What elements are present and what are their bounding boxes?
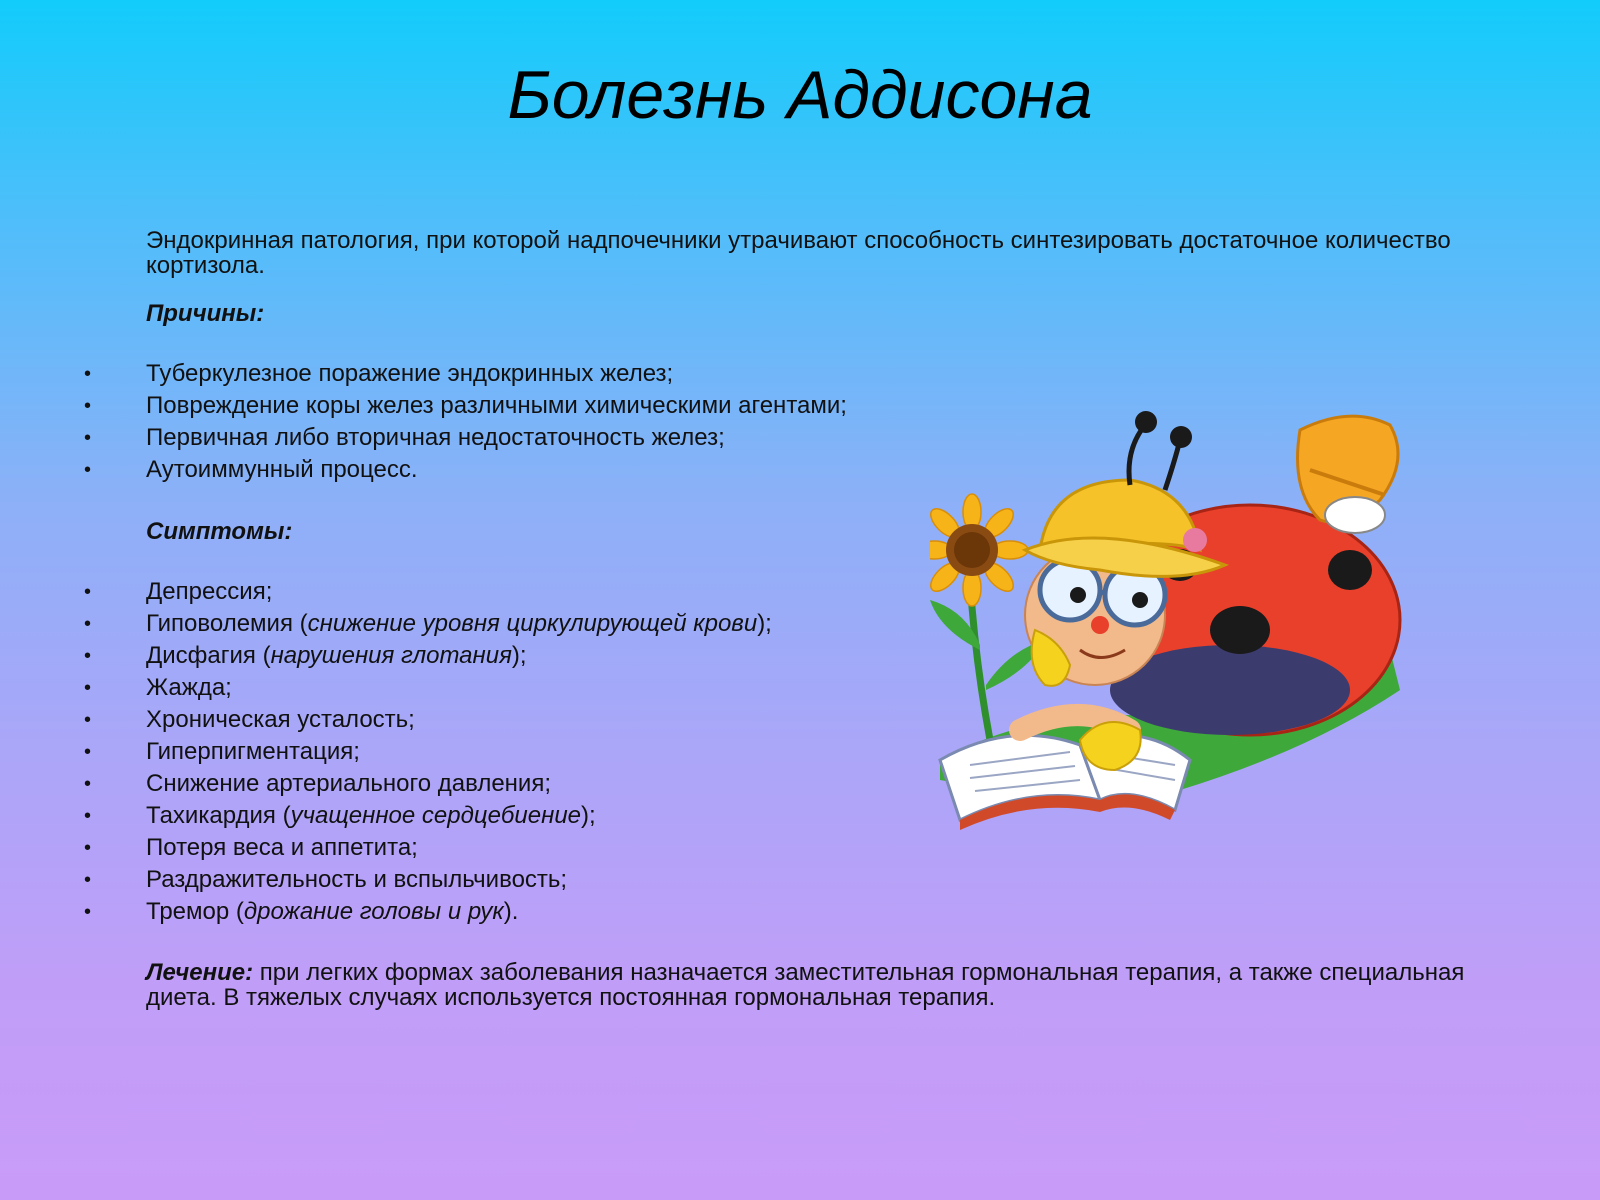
symptom-item xyxy=(84,864,1476,896)
causes-heading: Причины: xyxy=(146,300,265,327)
bullet-icon: • xyxy=(84,459,92,481)
ladybug-illustration xyxy=(930,400,1430,850)
bullet-icon: • xyxy=(84,773,92,795)
symptom-explanation: снижение уровня циркулирующей крови xyxy=(307,610,758,637)
symptom-text: Потеря веса и аппетита; xyxy=(146,834,418,861)
bullet-icon: • xyxy=(84,901,92,923)
symptom-text: Жажда; xyxy=(146,674,232,701)
symptom-item xyxy=(84,896,1476,928)
cause-text: Туберкулезное поражение эндокринных желез; xyxy=(146,360,674,387)
symptom-text: Хроническая усталость; xyxy=(146,706,415,733)
slide-title: Болезнь Аддисона xyxy=(507,57,1093,133)
bullet-icon: • xyxy=(84,741,92,763)
ladybug-reading-book-icon xyxy=(930,400,1430,850)
bullet-icon: • xyxy=(84,395,92,417)
symptom-text-end: ); xyxy=(581,802,596,829)
cause-text: Повреждение коры желез различными химическими агентами; xyxy=(146,392,847,419)
cause-item xyxy=(84,358,1476,390)
symptom-text: Гиперпигментация; xyxy=(146,738,360,765)
symptom-explanation: нарушения глотания xyxy=(270,642,512,669)
symptom-text-end: ); xyxy=(511,642,527,669)
treatment-text: при легких формах заболевания назначается заместительная гормональная терапия, а также специальная диета. В тяжелых случаях используется постоянная гормональная терапия. xyxy=(146,959,1465,1011)
symptom-text: Тахикардия ( xyxy=(146,802,291,829)
treatment-paragraph xyxy=(146,960,1476,1010)
bullet-icon: • xyxy=(84,869,92,891)
symptom-text-end: ). xyxy=(503,898,519,925)
symptom-text: Снижение артериального давления; xyxy=(146,770,551,797)
bullet-icon: • xyxy=(84,645,92,667)
symptoms-heading: Симптомы: xyxy=(146,518,293,545)
treatment-label: Лечение: xyxy=(146,959,254,986)
bullet-icon: • xyxy=(84,427,92,449)
cause-text: Первичная либо вторичная недостаточность желез; xyxy=(146,424,725,451)
cause-text: Аутоиммунный процесс. xyxy=(146,456,418,483)
symptom-text: Гиповолемия ( xyxy=(146,610,308,637)
bullet-icon: • xyxy=(84,837,92,859)
bullet-icon: • xyxy=(84,613,92,635)
symptom-text: Тремор ( xyxy=(146,898,244,925)
bullet-icon: • xyxy=(84,581,92,603)
symptom-text: Депрессия; xyxy=(146,578,273,605)
symptom-explanation: учащенное сердцебиение xyxy=(290,802,582,829)
intro-text: Эндокринная патология, при которой надпочечники утрачивают способность синтезировать достаточное количество кортизола. xyxy=(146,227,1451,279)
symptom-text: Дисфагия ( xyxy=(146,642,271,669)
symptom-explanation: дрожание головы и рук xyxy=(243,898,504,925)
bullet-icon: • xyxy=(84,805,92,827)
bullet-icon: • xyxy=(84,709,92,731)
symptom-text: Раздражительность и вспыльчивость; xyxy=(146,866,568,893)
bullet-icon: • xyxy=(84,677,92,699)
symptom-text-end: ); xyxy=(757,610,772,637)
bullet-icon: • xyxy=(84,363,92,385)
